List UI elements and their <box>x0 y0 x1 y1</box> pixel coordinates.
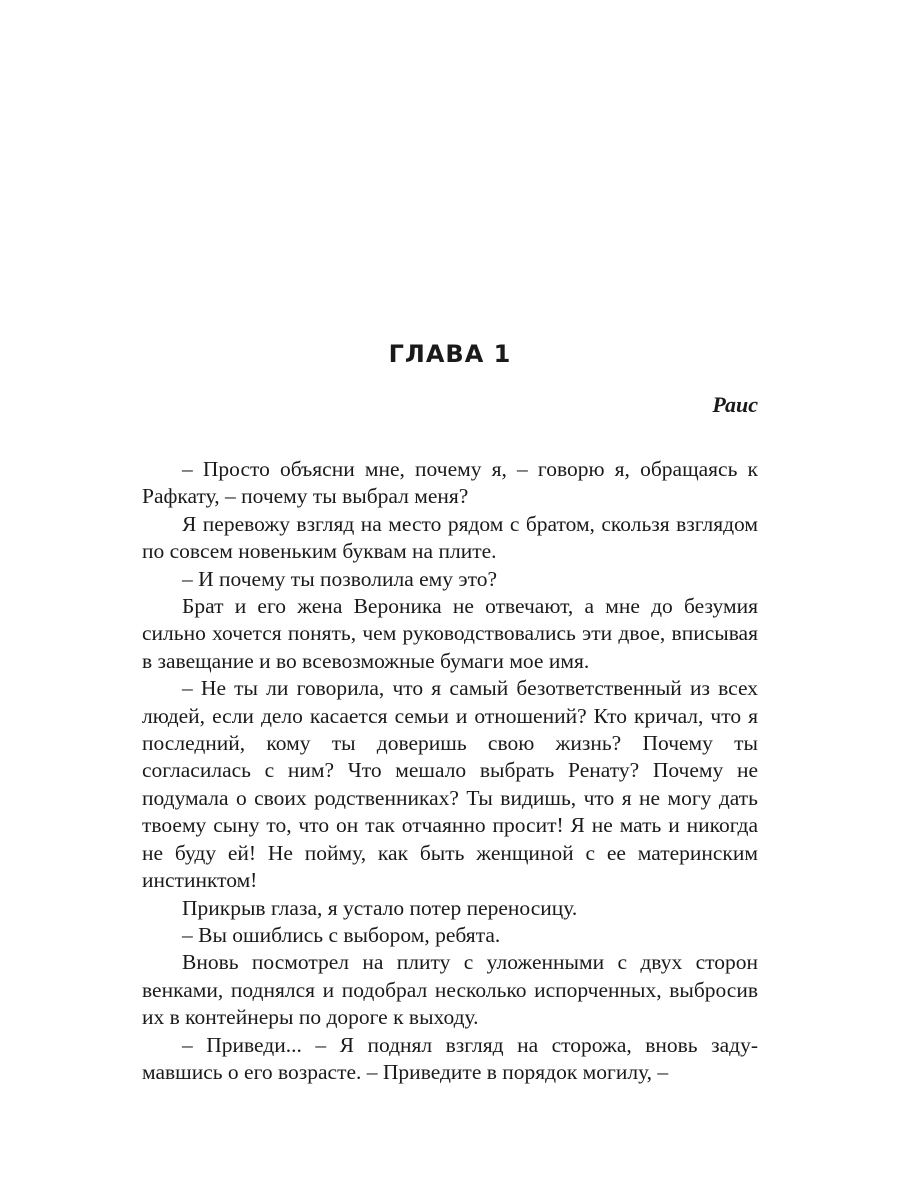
paragraph: Брат и его жена Вероника не отвечают, а мне до безумия сильно хочется понять, чем руководствовались эти двое, вписывая в завещание и во всевозможные бумаги мое имя. <box>142 594 758 673</box>
paragraph: Я перевожу взгляд на место рядом с братом, скользя взглядом по совсем новеньким буквам на плите. <box>142 511 758 564</box>
chapter-body-text <box>142 456 758 1086</box>
paragraph: – И почему ты позволила ему это? <box>182 566 498 591</box>
paragraph: Прикрыв глаза, я устало потер переносицу. <box>182 895 578 920</box>
paragraph: – Просто объясни мне, почему я, – говорю я, обращаясь к Рафкату, – почему ты выбрал меня? <box>142 457 758 509</box>
paragraph: – Вы ошиблись с выбором, ребята. <box>182 922 501 947</box>
paragraph: – Приведи... – Я поднял взгляд на сторожа, вновь задумавшись о его возрасте. – Приведите в порядок могилу, – <box>142 1032 758 1084</box>
chapter-pov-name: Раис <box>712 392 758 417</box>
paragraph: – Не ты ли говорила, что я самый безответственный из всех людей, если дело касается семьи и отношений? Кто кричал, что я последний, кому ты доверишь свою жизнь? Почему ты согласилась с ним? Что мешало выбрать Ренату? Почему не подумала о своих родственниках? Ты видишь, что я не могу дать твоему сыну то, что он так отчаянно просит! Я не мать и никогда не буду ей! Не пойму, как быть женщиной с ее материнским инстинктом! <box>142 676 758 893</box>
paragraph: Вновь посмотрел на плиту с уложенными с двух сторон венками, поднялся и подобрал несколько испорченных, выбросив их в контейнеры по дороге к выходу. <box>142 950 758 1030</box>
chapter-title: ГЛАВА 1 <box>388 340 512 368</box>
